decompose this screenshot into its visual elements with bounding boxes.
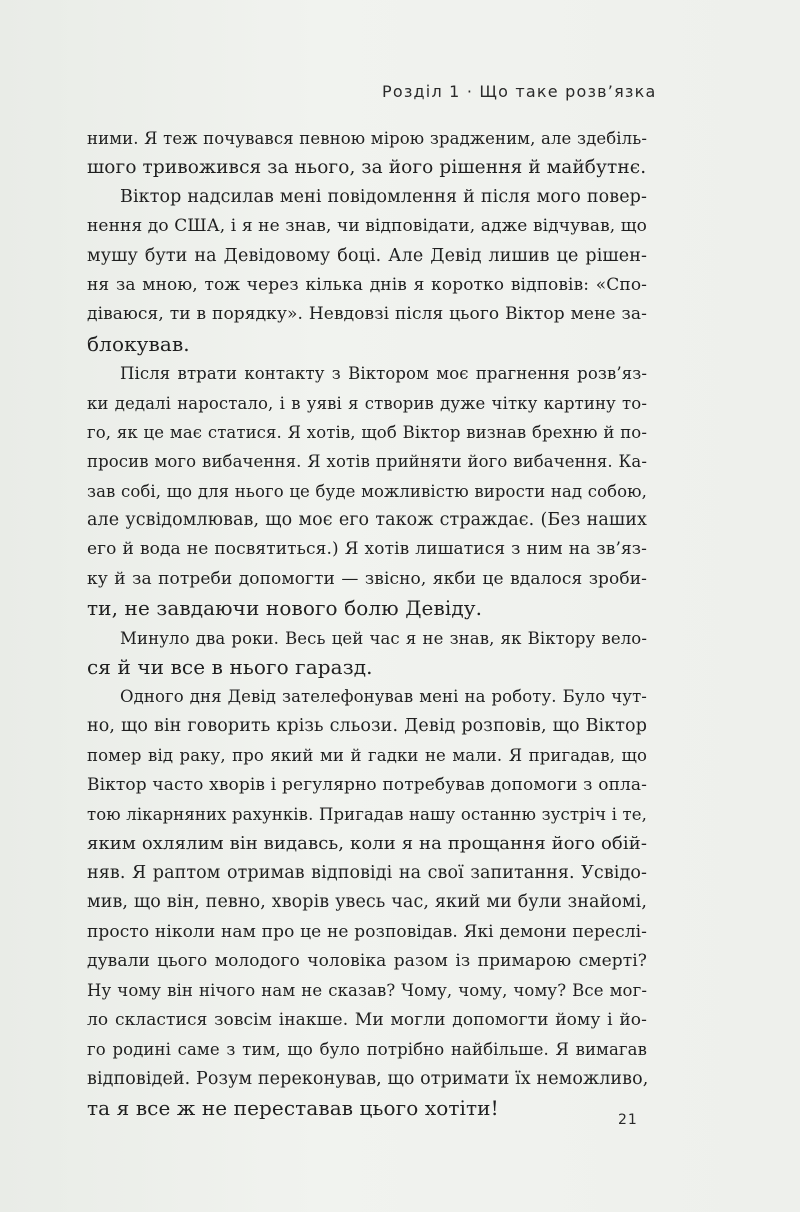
text-line: ки дедалі наростало, і в уяві я створив дуже чітку картину то-: [87, 393, 647, 413]
text-line: шого тривожився за нього, за його рішення й майбутнє.: [87, 157, 647, 179]
text-line: просто ніколи нам про це не розповідав. Які демони переслі-: [87, 921, 647, 942]
text-line: но, що він говорить крізь сльози. Девід розповів, що Віктор: [87, 715, 647, 736]
text-line: Віктор надсилав мені повідомлення й після мого повер-: [120, 186, 647, 207]
text-line: діваюся, ти в порядку». Невдовзі після цього Віктор мене за-: [87, 304, 647, 325]
text-line: ся й чи все в нього гаразд.: [87, 655, 373, 680]
paragraph: [87, 624, 647, 683]
text-line: дували цього молодого чоловіка разом із примарою смерті?: [87, 950, 647, 971]
paragraph: [87, 359, 647, 624]
text-line: помер від раку, про який ми й гадки не мали. Я пригадав, що: [87, 746, 647, 766]
page-number: 21: [618, 1112, 638, 1128]
text-line: тою лікарняних рахунків. Пригадав нашу останню зустріч і те,: [87, 804, 647, 824]
text-line: го родині саме з тим, що було потрібно найбільше. Я вимагав: [87, 1040, 647, 1060]
text-line: просив мого вибачення. Я хотів прийняти його вибачення. Ка-: [87, 452, 647, 472]
text-line: та я все ж не переставав цього хотіти!: [87, 1095, 499, 1120]
paragraph: [87, 124, 647, 183]
text-line: Ну чому він нічого нам не сказав? Чому, чому, чому? Все мог-: [87, 981, 647, 1001]
text-line: ти, не завдаючи нового болю Девіду.: [87, 596, 483, 621]
text-line: ня за мною, тож через кілька днів я коротко відповів: «Спо-: [87, 274, 647, 295]
text-line: ними. Я теж почувався певною мірою зрадженим, але здебіль-: [87, 129, 647, 148]
text-line: але усвідомлював, що моє его також страждає. (Без наших: [87, 510, 647, 531]
text-line: Минуло два роки. Весь цей час я не знав, як Віктору вело-: [120, 628, 647, 648]
text-line: блокував.: [87, 331, 190, 356]
text-line: Після втрати контакту з Віктором моє прагнення розв’яз-: [120, 364, 647, 384]
text-line: ку й за потреби допомогти — звісно, якби це вдалося зроби-: [87, 568, 647, 589]
text-line: Віктор часто хворів і регулярно потребував допомоги з опла-: [87, 774, 647, 795]
body-text: [87, 124, 647, 1123]
text-line: ло скластися зовсім інакше. Ми могли допомогти йому і йо-: [87, 1009, 647, 1030]
text-line: няв. Я раптом отримав відповіді на свої запитання. Усвідо-: [87, 862, 647, 883]
paragraph: [87, 183, 647, 359]
text-line: Одного дня Девід зателефонував мені на роботу. Було чут-: [120, 687, 647, 707]
text-line: нення до США, і я не знав, чи відповідати, адже відчував, що: [87, 216, 647, 237]
text-line: яким охлялим він видавсь, коли я на прощання його обій-: [87, 833, 647, 855]
text-line: го, як це має статися. Я хотів, щоб Віктор визнав брехню й по-: [87, 422, 647, 442]
text-line: мушу бути на Девідовому боці. Але Девід лишив це рішен-: [87, 245, 647, 266]
text-line: зав собі, що для нього це буде можливістю вирости над собою,: [87, 481, 647, 501]
paragraph: [87, 682, 647, 1123]
running-head: Розділ 1 · Що таке розв’язка: [382, 82, 657, 101]
text-line: мив, що він, певно, хворів увесь час, який ми були знайомі,: [87, 892, 647, 913]
text-line: відповідей. Розум переконував, що отримати їх неможливо,: [87, 1068, 649, 1089]
text-line: его й вода не посвятиться.) Я хотів лишатися з ним на зв’яз-: [87, 539, 647, 560]
